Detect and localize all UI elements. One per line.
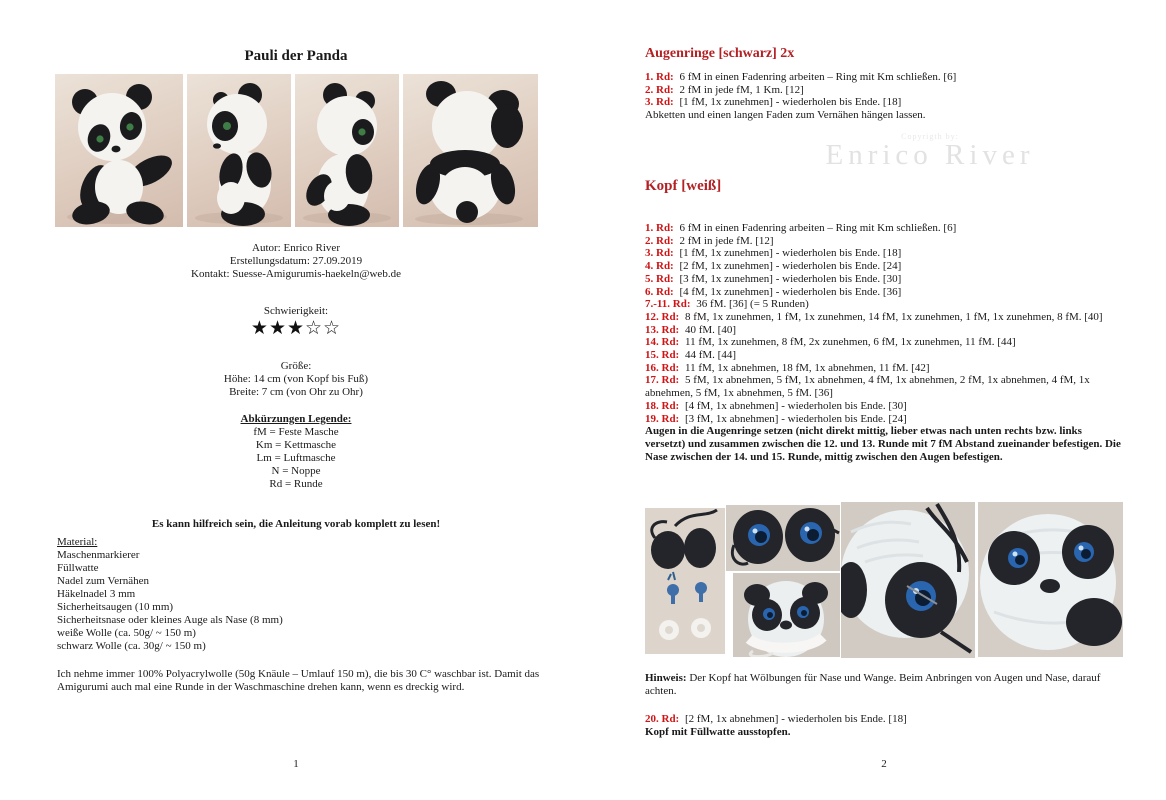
pattern-round	[645, 235, 1123, 248]
size-width-line: Breite: 7 cm (von Ohr zu Ohr)	[229, 386, 363, 398]
round-text: [2 fM, 1x abnehmen] - wiederholen bis Ende. [18]	[684, 713, 907, 725]
augenringe-rounds	[645, 71, 1123, 122]
round-text: [3 fM, 1x abnehmen] - wiederholen bis Ende. [24]	[684, 412, 907, 425]
round-text: 2 fM in jede fM. [12]	[679, 234, 774, 247]
round-text: 6 fM in einen Fadenring arbeiten – Ring mit Km schließen. [6]	[679, 71, 957, 83]
round-label: 12. Rd:	[645, 310, 680, 323]
photo-head-with-face	[733, 573, 840, 657]
author-block	[30, 242, 562, 281]
abbreviations-heading: Abkürzungen Legende:	[240, 413, 352, 425]
abbreviation-item: fM = Feste Masche	[253, 426, 339, 438]
pattern-round	[645, 222, 1123, 235]
panda-photo-front	[55, 74, 183, 227]
assembly-photo-collage	[645, 502, 1123, 660]
panda-photo-side-left	[187, 74, 291, 227]
author-line: Autor: Enrico River	[252, 242, 340, 254]
difficulty-label: Schwierigkeit:	[263, 305, 329, 317]
material-item: Maschenmarkierer	[57, 549, 140, 561]
round-label: 15. Rd:	[645, 349, 680, 362]
size-block	[30, 360, 562, 399]
pattern-round	[645, 71, 1123, 84]
round-label: 20. Rd:	[645, 713, 680, 725]
material-item: Sicherheitsnase oder kleines Auge als Nase (8 mm)	[57, 614, 283, 626]
round-text: [3 fM, 1x zunehmen] - wiederholen bis Ende. [30]	[679, 272, 902, 285]
size-heading: Größe:	[280, 360, 312, 372]
pattern-round	[645, 713, 1123, 726]
pattern-round	[645, 413, 1123, 426]
round-label: 18. Rd:	[645, 399, 680, 412]
eyerings-illustration	[726, 505, 840, 571]
contact-line: Kontakt: Suesse-Amigurumis-haekeln@web.de	[191, 268, 401, 280]
material-item: weiße Wolle (ca. 50g/ ~ 150 m)	[57, 627, 196, 639]
pattern-round	[645, 336, 1123, 349]
pattern-round	[645, 374, 1123, 399]
material-item: Nadel zum Vernähen	[57, 575, 150, 587]
pattern-round	[645, 311, 1123, 324]
hinweis-label: Hinweis:	[645, 672, 687, 684]
photo-finished-head	[978, 502, 1123, 657]
round-text: 5 fM, 1x abnehmen, 5 fM, 1x abnehmen, 4 fM, 1x abnehmen, 2 fM, 1x abnehmen, 4 fM, 1x abnehmen, 5 fM, 1x abnehmen, 5 fM. [36]	[645, 374, 1090, 400]
finish-note: Abketten und einen langen Faden zum Vernähen hängen lassen.	[645, 109, 926, 122]
photo-eyepatch-attach-closeup	[841, 502, 975, 658]
page-title: Pauli der Panda	[244, 48, 348, 64]
difficulty-stars: ★★★☆☆	[250, 317, 342, 339]
watermark-author-name: Enrico River	[825, 139, 1035, 171]
panda-photo-row	[55, 74, 537, 227]
pattern-round	[645, 96, 1123, 109]
material-block	[57, 536, 562, 653]
round-label: 1. Rd:	[645, 71, 674, 83]
panda-side-right-illustration	[295, 74, 399, 227]
material-item: Füllwatte	[57, 562, 99, 574]
round-text: 2 fM in jede fM, 1 Km. [12]	[679, 83, 804, 96]
round-label: 6. Rd:	[645, 285, 674, 298]
page-number-2: 2	[881, 758, 887, 770]
round-label: 2. Rd:	[645, 234, 674, 247]
pattern-round	[645, 247, 1123, 260]
pattern-round	[645, 349, 1123, 362]
round-text: [4 fM, 1x zunehmen] - wiederholen bis Ende. [36]	[679, 285, 902, 298]
abbreviation-item: Rd = Runde	[269, 478, 323, 490]
section-heading-augenringe: Augenringe [schwarz] 2x	[645, 46, 795, 61]
material-item: Häkelnadel 3 mm	[57, 588, 136, 600]
round-text: 8 fM, 1x zunehmen, 1 fM, 1x zunehmen, 14 fM, 1x zunehmen, 1 fM, 1x zunehmen, 8 fM. [40]	[684, 310, 1103, 323]
round-label: 7.-11. Rd:	[645, 298, 691, 311]
round-label: 3. Rd:	[645, 96, 674, 109]
round-label: 4. Rd:	[645, 260, 674, 273]
pattern-round	[645, 400, 1123, 413]
page-1	[30, 0, 562, 800]
eye-parts-illustration	[645, 508, 725, 654]
stuffing-note: Kopf mit Füllwatte ausstopfen.	[645, 725, 791, 738]
panda-back-illustration	[403, 74, 538, 227]
material-item: Sicherheitsaugen (10 mm)	[57, 601, 174, 613]
round-text: [2 fM, 1x zunehmen] - wiederholen bis Ende. [24]	[679, 260, 902, 273]
eyes-placement-note: Augen in die Augenringe setzen (nicht direkt mittig, lieber etwas nach unten rechts bzw. links versetzt) und zusammen zwischen die 12. und 13. Runde mit 7 fM Abstand zueinander befestigen. Die Nase zwischen der 14. und 15. Runde, mittig zwischen den Augen befestigen.	[645, 425, 1121, 463]
size-height-line: Höhe: 14 cm (von Kopf bis Fuß)	[223, 373, 369, 385]
hinweis-block	[645, 672, 1123, 697]
round-label: 13. Rd:	[645, 323, 680, 336]
round-text: 36 fM. [36] (= 5 Runden)	[696, 298, 809, 311]
pattern-round	[645, 260, 1123, 273]
read-hint: Es kann hilfreich sein, die Anleitung vorab komplett zu lesen!	[151, 518, 441, 530]
round-text: [4 fM, 1x abnehmen] - wiederholen bis Ende. [30]	[684, 399, 907, 412]
pattern-round	[645, 298, 1123, 311]
round-text: 40 fM. [40]	[684, 323, 737, 336]
section-heading-kopf: Kopf [weiß]	[645, 178, 722, 194]
material-item: schwarz Wolle (ca. 30g/ ~ 150 m)	[57, 640, 206, 652]
panda-photo-side-right	[295, 74, 399, 227]
round-text: [1 fM, 1x zunehmen] - wiederholen bis Ende. [18]	[679, 96, 902, 109]
abbreviations-block	[30, 413, 562, 491]
creation-date-line: Erstellungsdatum: 27.09.2019	[229, 255, 363, 267]
round-label: 3. Rd:	[645, 247, 674, 260]
round-label: 19. Rd:	[645, 412, 680, 425]
head-face-illustration	[733, 573, 840, 657]
pattern-round	[645, 362, 1123, 375]
difficulty-block	[30, 305, 562, 338]
round-label: 14. Rd:	[645, 336, 680, 349]
page-number-1: 1	[293, 758, 299, 770]
photo-eyerings-with-eyes	[726, 505, 840, 571]
kopf-rounds	[645, 222, 1123, 463]
round-text: 11 fM, 1x abnehmen, 18 fM, 1x abnehmen, 11 fM. [42]	[684, 361, 930, 374]
panda-photo-back	[403, 74, 538, 227]
round-label: 16. Rd:	[645, 361, 680, 374]
abbreviation-item: Lm = Luftmasche	[256, 452, 336, 464]
page-2	[645, 0, 1123, 800]
round-text: 11 fM, 1x zunehmen, 8 fM, 2x zunehmen, 6 fM, 1x zunehmen, 11 fM. [44]	[684, 336, 1016, 349]
panda-side-left-illustration	[187, 74, 291, 227]
round-label: 1. Rd:	[645, 222, 674, 234]
hinweis-text: Der Kopf hat Wölbungen für Nase und Wange. Beim Anbringen von Augen und Nase, darauf achten.	[645, 672, 1101, 697]
watermark-copyright-text: Copyrigth by:	[901, 132, 959, 141]
round-text: 44 fM. [44]	[684, 349, 737, 362]
eyepatch-closeup-illustration	[841, 502, 975, 658]
finished-head-illustration	[978, 502, 1123, 657]
abbreviation-item: N = Noppe	[271, 465, 321, 477]
round-label: 17. Rd:	[645, 374, 680, 387]
pattern-round	[645, 324, 1123, 337]
round-label: 2. Rd:	[645, 83, 674, 96]
yarn-note: Ich nehme immer 100% Polyacrylwolle (50g Knäule – Umlauf 150 m), die bis 30 C° waschbar ist. Damit das Amigurumi auch mal eine Runde in der Waschmaschine drehen kann, wenn es dreckig wird.	[57, 668, 540, 693]
abbreviation-item: Km = Kettmasche	[255, 439, 337, 451]
round-text: [1 fM, 1x zunehmen] - wiederholen bis Ende. [18]	[679, 247, 902, 260]
pattern-round	[645, 84, 1123, 97]
panda-front-illustration	[55, 74, 183, 227]
round-label: 5. Rd:	[645, 272, 674, 285]
round-text: 6 fM in einen Fadenring arbeiten – Ring mit Km schließen. [6]	[679, 222, 957, 234]
pattern-round	[645, 273, 1123, 286]
copyright-watermark	[700, 133, 1160, 169]
photo-eye-parts	[645, 508, 725, 654]
round-20-block	[645, 713, 1123, 738]
material-heading: Material:	[57, 536, 98, 548]
pattern-round	[645, 286, 1123, 299]
